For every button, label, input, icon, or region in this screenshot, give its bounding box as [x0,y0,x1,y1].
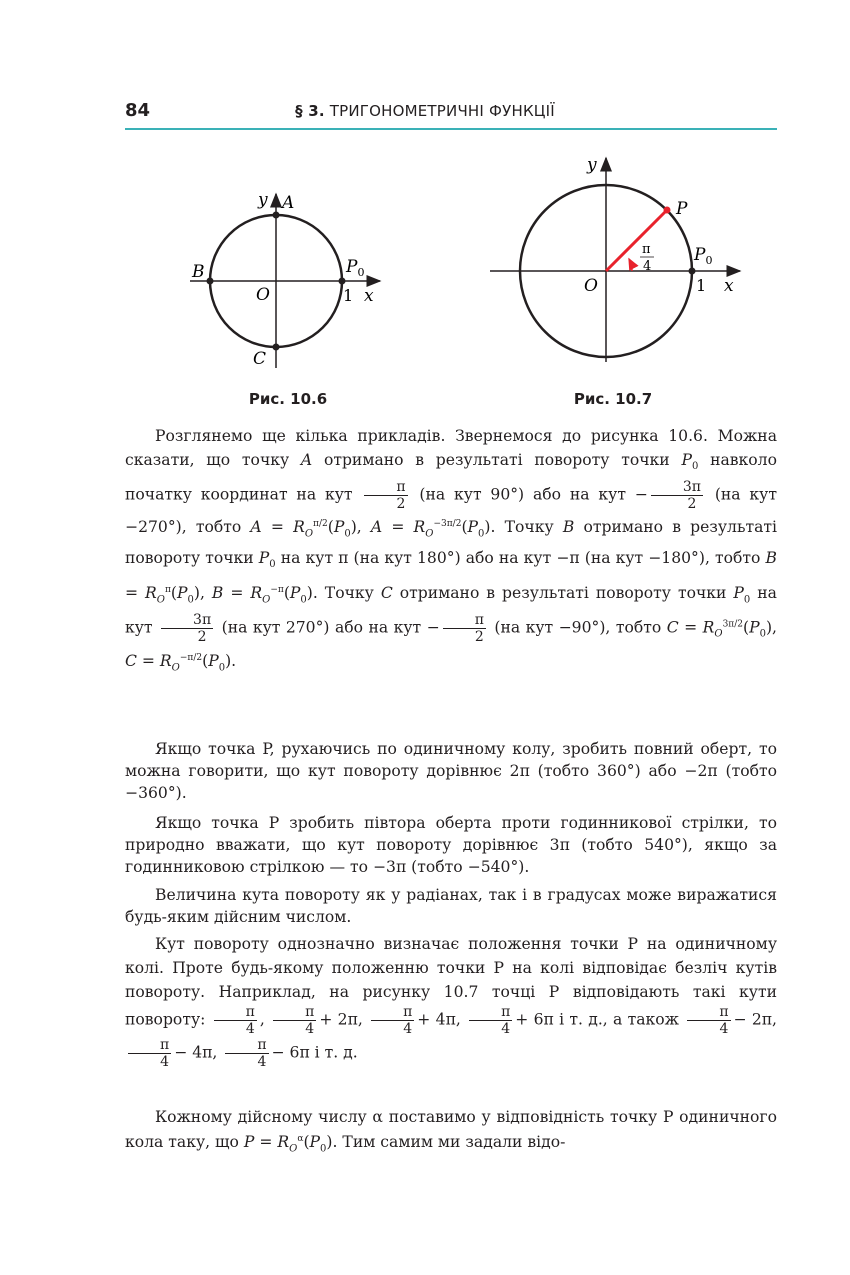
point-c [273,344,280,351]
point-p [664,207,671,214]
caption-10-6: Рис. 10.6 [248,390,328,408]
label-x: x [364,286,374,306]
running-header [0,102,850,120]
label-a: A [282,193,295,213]
paragraph-1: Розглянемо ще кілька прикладів. Звернемося до рисунка 10.6. Можна сказати, що точку A отримано в результаті повороту точки $P_0$ навколо початку координат на кут $\frac{\pi}{2}$ (на кут 90°) або на кут − $\frac{3\pi}{2}$ (на кут −270°), тобто $A = R_O^{\pi/2}(P_0)$, $A = R_O^{-3\pi/2}(P_0)$. Точку B отримано в результаті повороту точки $P_0$ на кут π (на кут 180°) або на кут −π (на кут −180°), тобто $B = R_O^\pi(P_0)$, $B = R_O^{-\pi}(P_0)$. Точку C отримано в результаті повороту точки $P_0$ на кут $\frac{3\pi}{2}$ (на кут 270°) або на кут − $\frac{\pi}{2}$ (на кут −90°), тобто $C = R_O^{3\pi/2}(P_0)$, $C = R_O^{-\pi/2}(P_0)$. [125,427,777,674]
label-angle-num: π [642,242,651,257]
paragraph-6: Кожному дійсному числу α поставимо у відповідність точку P одиничного кола таку, що $P = R_O^\alpha(P_0)$. Тим самим ми задали відо- [125,1108,777,1155]
page-number: 84 [125,100,151,121]
label-x: x [724,276,734,296]
paragraph-4: Величина кута повороту як у радіанах, так і в градусах може виражатися будь-яким дійсним числом. [125,886,777,926]
label-one: 1 [343,286,354,305]
header-rule [125,128,777,130]
point-p0 [689,268,696,275]
label-b: B [192,262,205,282]
radius-op [606,210,667,271]
figure-10-7 [480,150,770,370]
label-p0: $P_0$ [346,257,365,279]
label-p: P [676,199,688,219]
paragraph-2: Якщо точка P, рухаючись по одиничному колу, зробить повний оберт, то можна говорити, що кут повороту дорівнює 2π (тобто 360°) або −2π (тобто −360°). [125,740,777,802]
point-p0 [339,278,346,285]
paragraph-5: Кут повороту однозначно визначає положення точки P на одиничному колі. Проте будь-якому положенню точки P на колі відповідає безліч кутів повороту. Наприклад, на рисунку 10.7 точці P відповідають такі кути повороту: $\frac{\pi}{4}$ , $\frac{\pi}{4}$ + 2π, $\frac{\pi}{4}$ + 4π, $\frac{\pi}{4}$ + 6π і т. д., а також $\frac{\pi}{4}$ − 2π, $\frac{\pi}{4}$ − 4π, $\frac{\pi}{4}$ − 6π і т. д. [125,935,777,1070]
label-angle-den: 4 [643,259,652,274]
angle-arc [629,259,632,271]
point-a [273,212,280,219]
label-p0: $P_0$ [694,245,713,267]
label-o: O [584,276,598,296]
label-o: O [256,285,270,305]
caption-10-7: Рис. 10.7 [573,390,653,408]
label-y: y [587,155,597,175]
section-number: § 3. [295,102,325,120]
label-one: 1 [696,276,707,295]
label-y: y [258,190,268,210]
figure-10-6 [180,180,390,380]
label-c: C [253,349,267,369]
point-b [207,278,214,285]
paragraph-3: Якщо точка P зробить півтора оберта проти годинникової стрілки, то природно вважати, що кут повороту дорівнює 3π (тобто 540°), якщо за годинниковою стрілкою — то −3π (тобто −540°). [125,814,777,876]
section-title: ТРИГОНОМЕТРИЧНІ ФУНКЦІЇ [329,102,555,120]
